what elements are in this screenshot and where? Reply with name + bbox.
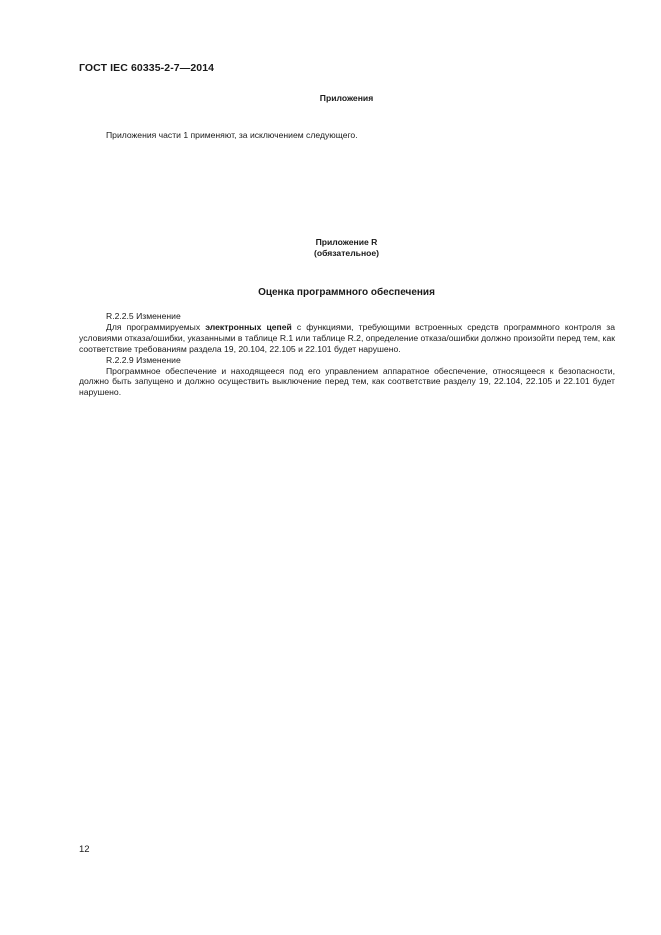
item-text-bold-term: электронных цепей bbox=[205, 321, 292, 332]
item-label-r-2-2-9: R.2.2.9 Изменение bbox=[106, 354, 181, 365]
appendices-intro: Приложения части 1 применяют, за исключением следующего. bbox=[106, 130, 358, 140]
appendix-r-body bbox=[79, 311, 615, 398]
item-text-r-2-2-5 bbox=[79, 322, 615, 355]
appendix-r-status: (обязательное) bbox=[313, 248, 380, 258]
section-title: Оценка программного обеспечения bbox=[258, 287, 435, 298]
item-text-after: с функциями, требующими встроенных средств программного контроля за условиями отказа/ошибки, указанными в таблице R.1 или таблице R.2, определение отказа/ошибки должно произойти перед тем, как соответствие требованиям раздела 19, 20.104, 22.105 и 22.101 будет нарушено. bbox=[79, 321, 616, 354]
item-text-r-2-2-9: Программное обеспечение и находящееся под его управлением аппаратное обеспечение, относящееся к безопасности, должно быть запущено и должно осуществить выключение перед тем, как соответствие разделу 19, 22.104, 22.105 и 22.101 будет нарушено. bbox=[79, 365, 615, 398]
appendices-heading: Приложения bbox=[319, 93, 374, 103]
item-label-r-2-2-5: R.2.2.5 Изменение bbox=[106, 311, 181, 321]
item-text-before: Для программируемых bbox=[106, 321, 206, 332]
page-number: 12 bbox=[79, 844, 90, 855]
appendix-r-title: Приложение R bbox=[315, 237, 378, 247]
document-header: ГОСТ IEC 60335-2-7—2014 bbox=[79, 62, 215, 74]
